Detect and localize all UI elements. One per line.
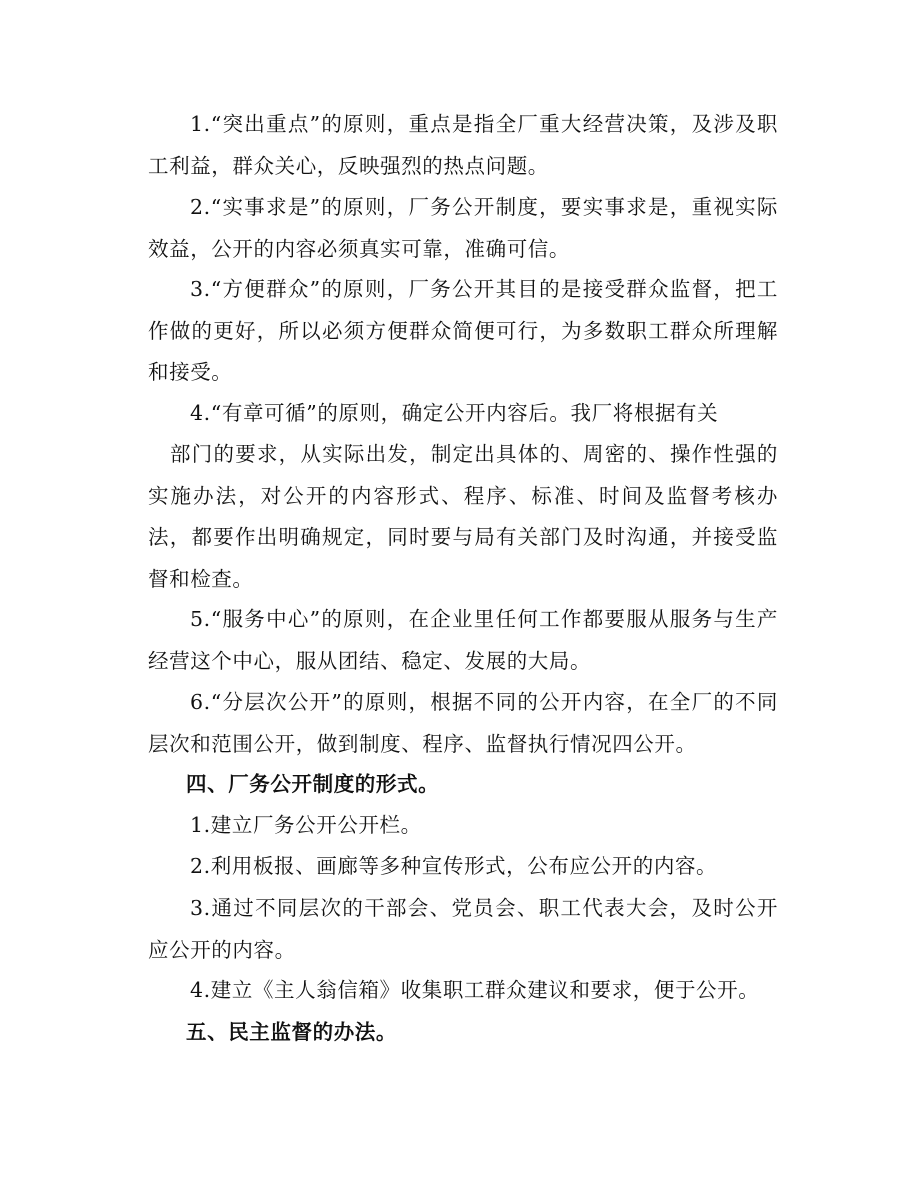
section-5-heading: 五、民主监督的办法。 xyxy=(186,1020,397,1044)
principle-1-paragraph: 1.“突出重点”的原则，重点是指全厂重大经营决策，及涉及职工利益，群众关心，反映强烈的热点问题。 xyxy=(148,112,778,178)
form-1-item: 1.建立厂务公开公开栏。 xyxy=(190,813,422,837)
form-2-item: 2.利用板报、画廊等多种宣传形式，公布应公开的内容。 xyxy=(190,854,718,878)
principle-4-first-line: 4.“有章可循”的原则，确定公开内容后。我厂将根据有关 xyxy=(190,401,719,425)
form-3-paragraph: 3.通过不同层次的干部会、党员会、职工代表大会，及时公开应公开的内容。 xyxy=(148,896,778,962)
principle-4-paragraph: 部门的要求，从实际出发，制定出具体的、周密的、操作性强的实施办法，对公开的内容形式、程序、标准、时间及监督考核办法，都要作出明确规定，同时要与局有关部门及时沟通，并接受监督和检查。 xyxy=(148,442,778,591)
principle-3-paragraph: 3.“方便群众”的原则，厂务公开其目的是接受群众监督，把工作做的更好，所以必须方便群众简便可行，为多数职工群众所理解和接受。 xyxy=(148,277,778,384)
form-4-item: 4.建立《主人翁信箱》收集职工群众建议和要求，便于公开。 xyxy=(190,978,760,1002)
principle-2-paragraph: 2.“实事求是”的原则，厂务公开制度，要实事求是，重视实际效益，公开的内容必须真实可靠，准确可信。 xyxy=(148,195,778,261)
section-4-heading: 四、厂务公开制度的形式。 xyxy=(186,772,440,796)
principle-5-paragraph: 5.“服务中心”的原则，在企业里任何工作都要服从服务与生产经营这个中心，服从团结、稳定、发展的大局。 xyxy=(148,607,778,673)
principle-6-paragraph: 6.“分层次公开”的原则，根据不同的公开内容，在全厂的不同层次和范围公开，做到制度、程序、监督执行情况四公开。 xyxy=(148,690,778,756)
